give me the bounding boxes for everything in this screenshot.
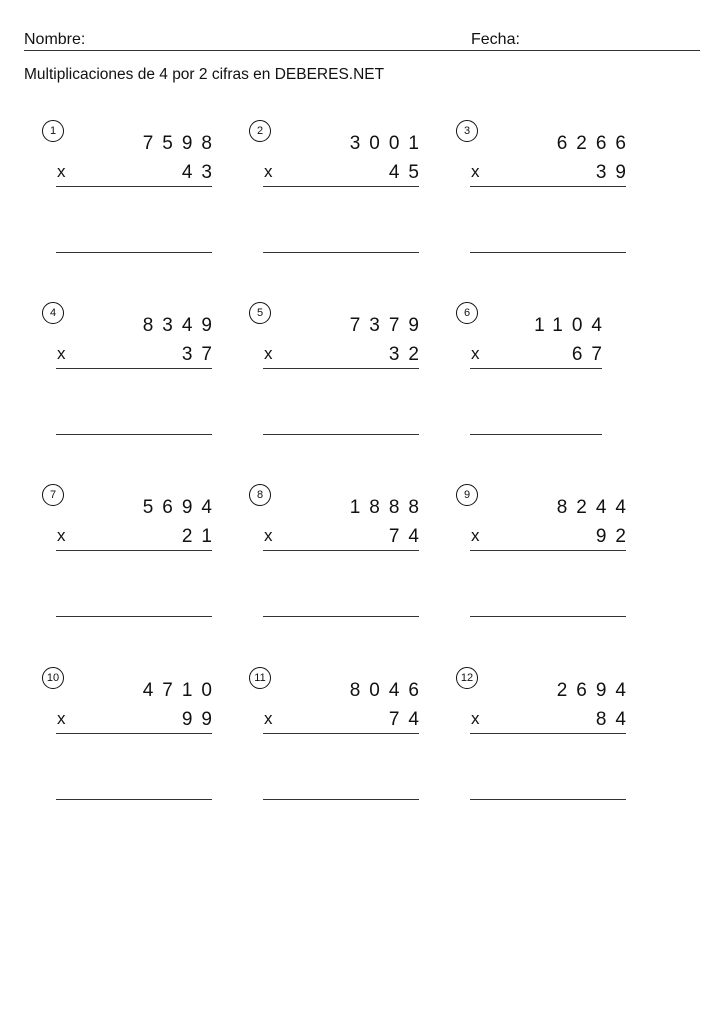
fecha-label: Fecha: — [471, 31, 520, 48]
answer-line — [470, 252, 626, 253]
problem-6 — [456, 302, 611, 442]
multiplier: 74 — [388, 709, 428, 730]
problem-number-badge: 3 — [456, 120, 478, 142]
multiplicand: 4710 — [142, 680, 221, 701]
problem-11 — [249, 667, 428, 807]
product-rule — [56, 368, 212, 369]
multiplier: 74 — [388, 526, 428, 547]
multiplier: 32 — [388, 344, 428, 365]
product-rule — [470, 186, 626, 187]
answer-line — [263, 434, 419, 435]
product-rule — [56, 733, 212, 734]
problem-4 — [42, 302, 221, 442]
answer-line — [263, 252, 419, 253]
header-underline — [24, 50, 700, 51]
product-rule — [470, 550, 626, 551]
problem-12 — [456, 667, 635, 807]
problem-7 — [42, 484, 221, 624]
times-sign: x — [57, 162, 66, 181]
product-rule — [56, 186, 212, 187]
answer-line — [263, 616, 419, 617]
product-rule — [470, 368, 602, 369]
answer-line — [470, 799, 626, 800]
times-sign: x — [264, 709, 273, 728]
problem-1 — [42, 120, 221, 260]
multiplicand: 8349 — [142, 315, 221, 336]
multiplicand: 3001 — [349, 133, 428, 154]
product-rule — [263, 368, 419, 369]
times-sign: x — [57, 344, 66, 363]
problem-number-badge: 1 — [42, 120, 64, 142]
multiplicand: 1104 — [534, 315, 611, 336]
problem-number-badge: 12 — [456, 667, 478, 689]
multiplier: 84 — [595, 709, 635, 730]
multiplicand: 1888 — [349, 497, 428, 518]
product-rule — [263, 550, 419, 551]
worksheet-header — [24, 31, 700, 51]
multiplicand: 7379 — [349, 315, 428, 336]
times-sign: x — [57, 709, 66, 728]
multiplicand: 6266 — [556, 133, 635, 154]
product-rule — [263, 186, 419, 187]
problem-number-badge: 5 — [249, 302, 271, 324]
problem-2 — [249, 120, 428, 260]
problem-3 — [456, 120, 635, 260]
problem-number-badge: 4 — [42, 302, 64, 324]
multiplier: 45 — [388, 162, 428, 183]
answer-line — [56, 252, 212, 253]
answer-line — [56, 799, 212, 800]
problem-number-badge: 10 — [42, 667, 64, 689]
answer-line — [263, 799, 419, 800]
multiplicand: 8244 — [556, 497, 635, 518]
multiplier: 39 — [595, 162, 635, 183]
multiplicand: 2694 — [556, 680, 635, 701]
times-sign: x — [471, 344, 480, 363]
problem-5 — [249, 302, 428, 442]
times-sign: x — [264, 162, 273, 181]
product-rule — [263, 733, 419, 734]
problem-number-badge: 6 — [456, 302, 478, 324]
multiplier: 67 — [571, 344, 611, 365]
multiplicand: 8046 — [349, 680, 428, 701]
problem-10 — [42, 667, 221, 807]
answer-line — [470, 616, 626, 617]
answer-line — [56, 434, 212, 435]
product-rule — [56, 550, 212, 551]
times-sign: x — [471, 162, 480, 181]
answer-line — [56, 616, 212, 617]
worksheet-subtitle: Multiplicaciones de 4 por 2 cifras en DEBERES.NET — [24, 66, 385, 83]
multiplier: 37 — [181, 344, 221, 365]
problem-number-badge: 9 — [456, 484, 478, 506]
multiplier: 43 — [181, 162, 221, 183]
problem-number-badge: 2 — [249, 120, 271, 142]
nombre-label: Nombre: — [24, 31, 86, 48]
problem-9 — [456, 484, 635, 624]
product-rule — [470, 733, 626, 734]
answer-line — [470, 434, 602, 435]
times-sign: x — [264, 526, 273, 545]
times-sign: x — [57, 526, 66, 545]
times-sign: x — [264, 344, 273, 363]
problem-8 — [249, 484, 428, 624]
multiplier: 21 — [181, 526, 221, 547]
times-sign: x — [471, 526, 480, 545]
problem-number-badge: 11 — [249, 667, 271, 689]
multiplier: 92 — [595, 526, 635, 547]
multiplicand: 5694 — [142, 497, 221, 518]
multiplicand: 7598 — [142, 133, 221, 154]
problem-number-badge: 8 — [249, 484, 271, 506]
times-sign: x — [471, 709, 480, 728]
problem-number-badge: 7 — [42, 484, 64, 506]
multiplier: 99 — [181, 709, 221, 730]
